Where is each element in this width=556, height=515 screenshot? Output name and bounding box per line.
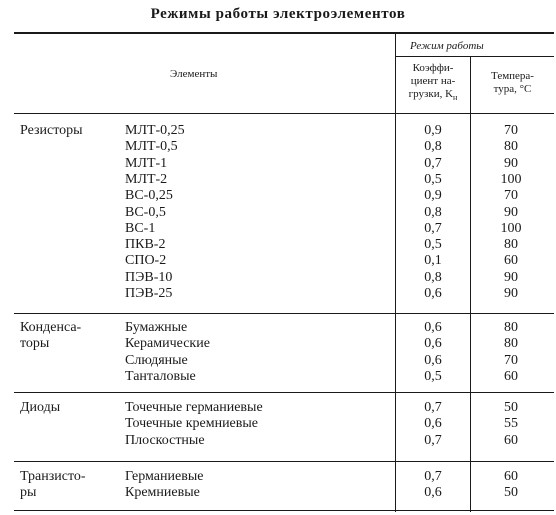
load-coefficient: 0,9 — [424, 188, 442, 204]
element-name: Плоскостные — [125, 432, 205, 448]
temperature: 50 — [504, 400, 518, 415]
group-name: Диоды — [20, 400, 61, 415]
header-temp-line-1: Темпера- — [491, 70, 534, 82]
top-rule — [14, 32, 554, 34]
temperature: 70 — [504, 352, 518, 368]
header-coef-line-3 — [396, 88, 470, 104]
element-name: Слюдяные — [125, 352, 188, 368]
temperature: 80 — [504, 237, 518, 253]
load-coefficient: 0,7 — [424, 220, 442, 236]
load-coefficient: 0,6 — [424, 336, 442, 352]
element-name: МЛТ-0,25 — [125, 123, 185, 138]
header-coef-line-1: Коэффи- — [412, 62, 454, 74]
load-coefficient: 0,5 — [424, 171, 442, 187]
load-coefficient: 0,8 — [424, 139, 442, 155]
load-coefficient: 0,9 — [424, 123, 442, 138]
col-divider-2 — [470, 57, 471, 512]
temperature: 60 — [504, 253, 518, 269]
load-coefficient: 0,8 — [424, 204, 442, 220]
header-coef-line-2: циент на- — [410, 75, 456, 87]
element-name: СПО-2 — [125, 253, 167, 269]
table-title: Режимы работы электроэлементов — [150, 6, 406, 22]
element-name: ПЭВ-10 — [125, 269, 173, 285]
group-name: ры — [20, 485, 37, 501]
element-name: Германиевые — [125, 469, 204, 484]
load-coefficient: 0,5 — [424, 237, 442, 253]
load-coefficient: 0,6 — [424, 352, 442, 368]
element-name: ВС-0,25 — [125, 188, 173, 204]
load-coefficient: 0,7 — [424, 400, 442, 415]
temperature: 90 — [504, 155, 518, 171]
temperature: 70 — [504, 123, 518, 138]
load-coefficient: 0,6 — [424, 286, 442, 301]
header-coef-sub: н — [453, 93, 458, 103]
temperature: 90 — [504, 286, 518, 301]
temperature: 80 — [504, 139, 518, 155]
load-coefficient: 0,1 — [424, 253, 442, 269]
temperature: 60 — [504, 469, 518, 484]
element-name: Точечные кремниевые — [125, 416, 258, 432]
temperature: 90 — [504, 269, 518, 285]
header-temp — [471, 70, 554, 96]
temperature: 80 — [504, 336, 518, 352]
element-name: Керамические — [125, 336, 210, 352]
temperature: 55 — [504, 416, 518, 432]
load-coefficient: 0,6 — [424, 416, 442, 432]
load-coefficient: 0,7 — [424, 432, 442, 448]
group-separator — [14, 392, 554, 393]
element-name: Кремниевые — [125, 485, 200, 501]
header-coef — [396, 62, 470, 104]
group-name: Конденса- — [20, 320, 82, 335]
temperature: 100 — [500, 171, 522, 187]
group-name: Транзисто- — [20, 469, 86, 484]
element-name: ПЭВ-25 — [125, 286, 173, 301]
element-name: ВС-0,5 — [125, 204, 166, 220]
element-name: МЛТ-1 — [125, 155, 168, 171]
group-name: Резисторы — [20, 123, 83, 138]
load-coefficient: 0,6 — [424, 320, 442, 335]
header-elements: Элементы — [170, 68, 218, 80]
mode-subrule — [395, 56, 554, 57]
load-coefficient: 0,8 — [424, 269, 442, 285]
temperature: 60 — [504, 368, 518, 384]
group-separator — [14, 461, 554, 462]
temperature: 50 — [504, 485, 518, 501]
col-divider-1 — [395, 34, 396, 512]
element-name: Бумажные — [125, 320, 188, 335]
load-coefficient: 0,6 — [424, 485, 442, 501]
bottom-rule — [14, 510, 554, 511]
load-coefficient: 0,7 — [424, 469, 442, 484]
temperature: 70 — [504, 188, 518, 204]
header-temp-line-2: тура, °C — [493, 83, 532, 95]
element-name: Танталовые — [125, 368, 196, 384]
element-name: ПКВ-2 — [125, 237, 166, 253]
header-mode: Режим работы — [410, 40, 484, 52]
temperature: 60 — [504, 432, 518, 448]
load-coefficient: 0,7 — [424, 155, 442, 171]
load-coefficient: 0,5 — [424, 368, 442, 384]
element-name: Точечные германиевые — [125, 400, 263, 415]
temperature: 100 — [500, 220, 522, 236]
group-name: торы — [20, 336, 50, 352]
temperature: 90 — [504, 204, 518, 220]
element-name: ВС-1 — [125, 220, 156, 236]
header-coef-text: грузки, K — [408, 88, 454, 100]
temperature: 80 — [504, 320, 518, 335]
element-name: МЛТ-0,5 — [125, 139, 178, 155]
element-name: МЛТ-2 — [125, 171, 168, 187]
group-separator — [14, 313, 554, 314]
header-bottom-rule — [14, 113, 554, 114]
